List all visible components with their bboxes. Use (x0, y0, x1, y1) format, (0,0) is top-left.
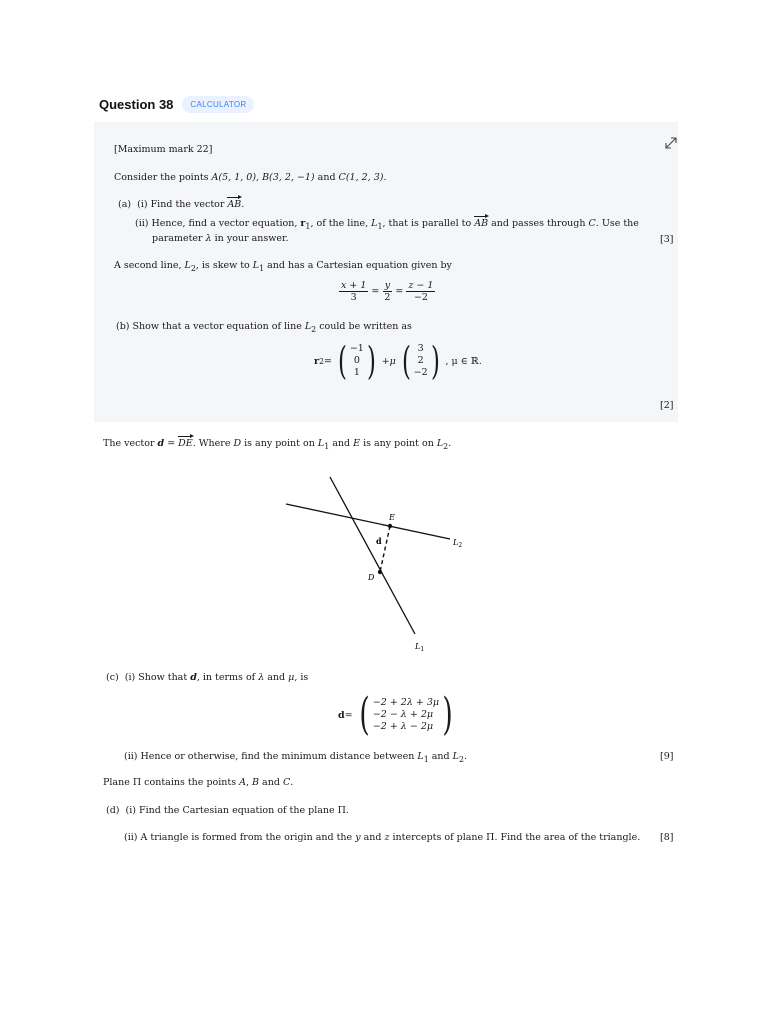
calculator-badge: CALCULATOR (182, 96, 254, 113)
label-L2: $L_2$ (453, 538, 463, 549)
max-mark: [Maximum mark 22] (114, 144, 213, 155)
mark-c: [9] (660, 751, 674, 762)
part-d-ii: (ii) A triangle is formed from the origin and the y and z intercepts of plane Π. Find the area of the triangle. (124, 832, 641, 843)
vector-d-definition: The vector d = DE. Where D is any point on $L_1$ and E is any point on $L_2$. (103, 438, 452, 451)
skew-lines-diagram (280, 472, 500, 662)
point-E (388, 524, 392, 528)
part-b: (b) Show that a vector equation of line $L_2$ could be written as (116, 321, 412, 334)
second-line-text: A second line, $L_2$, is skew to $L_1$ and has a Cartesian equation given by (114, 260, 452, 273)
point-D (378, 570, 382, 574)
line2-vector-equation: r 2 = ( −1 0 1 ) + μ ( 3 2 −2 ) , μ ∈ ℝ. (314, 339, 482, 383)
d-vector-equation: d = ( −2 + 2λ + 3μ −2 − λ + 2μ −2 + λ − 2μ ) (338, 689, 453, 740)
cartesian-equation: $\frac{x + 1}{3}$ = $\frac{y}{2}$ = $\frac{z - 1}{-2}$ (341, 280, 434, 303)
line-L1 (330, 477, 415, 634)
part-a-ii-line2: parameter λ in your answer. (152, 233, 289, 244)
question-title: Question 38 (99, 97, 174, 112)
label-D: D (368, 573, 375, 582)
mark-d: [8] (660, 832, 674, 843)
expand-icon[interactable] (664, 136, 678, 150)
part-c-ii: (ii) Hence or otherwise, find the minimum distance between $L_1$ and $L_2$. (124, 751, 468, 764)
mark-b: [2] (660, 400, 674, 411)
label-d: d (376, 536, 382, 546)
label-L1: $L_1$ (415, 642, 425, 653)
mark-a: [3] (660, 234, 674, 245)
intro-text: Consider the points A(5, 1, 0), B(3, 2, −1) and C(1, 2, 3). (114, 172, 387, 183)
label-E: E (389, 513, 395, 522)
part-d-i: (d) (i) Find the Cartesian equation of the plane Π. (106, 805, 349, 816)
part-a-ii-line1: (ii) Hence, find a vector equation, $r_1$, of the line, $L_1$, that is parallel to AB and passes through C. Use the (135, 218, 639, 231)
vector-d-segment (380, 526, 390, 572)
question-card (94, 122, 678, 422)
question-header (99, 96, 254, 113)
line-L2 (286, 504, 450, 539)
part-c-i: (c) (i) Show that d, in terms of λ and μ, is (106, 672, 309, 683)
plane-text: Plane Π contains the points A, B and C. (103, 777, 294, 788)
part-a-i: (a) (i) Find the vector AB. (118, 199, 245, 210)
